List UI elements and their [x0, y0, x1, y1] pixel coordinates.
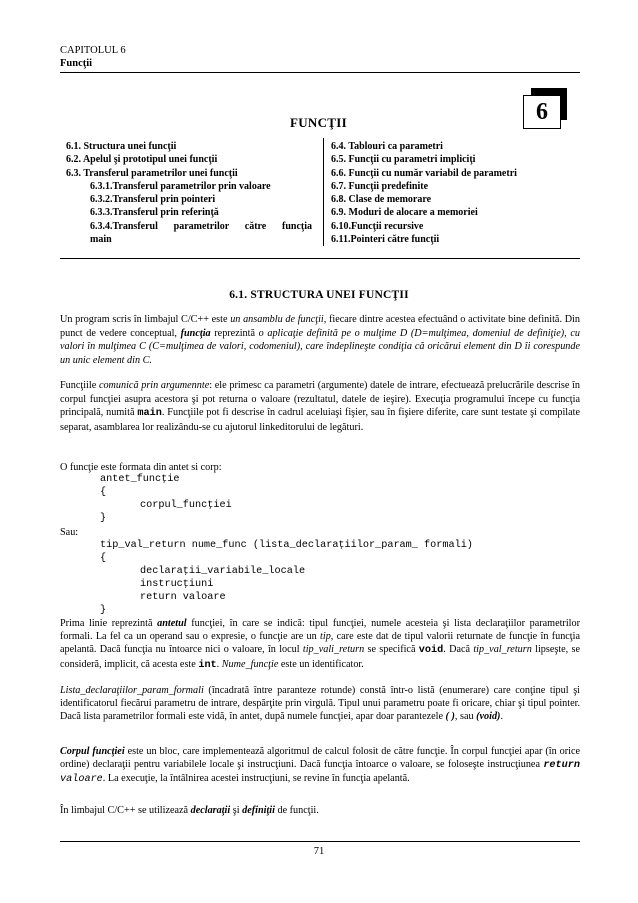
paragraph — [60, 684, 580, 724]
code-line: } — [100, 605, 107, 616]
toc-item: 6.6. Funcţii cu număr variabil de parametri — [331, 167, 517, 179]
toc-item: 6.5. Funcţii cu parametri impliciţi — [331, 154, 476, 166]
toc-item: 6.3.3.Transferul prin referinţă — [90, 207, 219, 219]
code-void: void — [418, 645, 444, 657]
paragraph — [60, 379, 580, 434]
text: În limbajul C/C++ se utilizează — [60, 805, 191, 816]
text: se specifică — [364, 644, 419, 656]
code-valoare: valoare — [60, 774, 103, 786]
code-line: return valoare — [140, 592, 226, 603]
code-line: corpul_funcţiei — [140, 500, 232, 511]
section-title: 6.1. STRUCTURA UNEI FUNCŢII — [229, 289, 409, 301]
text: (încadrată între paranteze rotunde) constă într-o listă (enumerare) care conţine tipul şi identificatorul fiecărui parametru de intrare, despărţite prin virgulă. Tipul unui parametru poate fi oricare, chiar şi tipul pointer. Dacă lista parametrilor formali este vidă, în antet, după numele funcţiei, apar doar parantezele — [60, 685, 580, 723]
toc-item: 6.11.Pointeri către funcţii — [331, 234, 440, 246]
text: . La execuţie, la întâlnirea acestei instrucţiuni, se revine în funcţia apelantă. — [102, 773, 410, 785]
toc-item: 6.9. Moduri de alocare a memoriei — [331, 207, 478, 219]
toc-left-column — [66, 140, 312, 246]
toc-item: 6.2. Apelul şi prototipul unei funcţii — [66, 154, 218, 166]
header-rule — [60, 72, 580, 73]
running-header — [60, 44, 126, 70]
text: lipseşte, se consideră, implicit, că acesta este — [60, 644, 581, 670]
toc-item: 6.3.1.Transferul parametrilor prin valoare — [90, 180, 271, 192]
text: este un identificator. — [278, 658, 364, 670]
paragraph — [60, 804, 580, 818]
toc-rule — [60, 258, 580, 259]
text: şi — [230, 805, 243, 816]
text-italic: tip — [320, 631, 331, 643]
text: . Funcţiile pot fi descrise în cadrul aceluiaşi fişier, sau în fişiere diferite, care sunt testate şi compilate separat, asamblarea lor realizându-se cu ajutorul linkeditorului de legături. — [60, 407, 580, 433]
code-line: { — [100, 487, 107, 498]
text-italic: comunică prin argumennte — [98, 380, 210, 391]
text-italic: un ansamblu de funcţii — [230, 314, 324, 325]
text-bold-italic: declaraţii — [190, 805, 231, 816]
toc-right-column — [331, 140, 579, 246]
text-italic: Lista_declaraţiilor_param_formali — [60, 685, 204, 696]
code-line: { — [100, 553, 107, 564]
code-main: main — [137, 408, 162, 420]
text: reprezintă — [210, 327, 259, 339]
toc-item: 6.3. Transferul parametrilor unei funcţii — [66, 167, 238, 179]
text-bold-italic: ( ) — [445, 711, 455, 723]
chapter-number-badge: 6 — [523, 95, 561, 129]
term-corpul-functiei: Corpul funcţiei — [60, 746, 125, 757]
sau-label: Sau: — [60, 527, 79, 538]
paragraph — [60, 313, 580, 367]
toc-item: 6.10.Funcţii recursive — [331, 220, 424, 232]
text: . — [500, 711, 503, 723]
text: . — [216, 658, 222, 670]
text: este un bloc, care implementează algoritmul de calcul folosit de către funcţie. În corpul funcţiei apar (în orice ordine) declaraţii pentru variabilele locale şi instrucţiuni. Dacă funcţia întoarce o valoare, se foloseşte instrucţiunea — [60, 746, 580, 771]
chapter-title: FUNCŢII — [290, 115, 347, 130]
toc-item: 6.4. Tablouri ca parametri — [331, 141, 443, 152]
footer-rule — [60, 841, 580, 842]
code-line: declaraţii_variabile_locale — [140, 566, 306, 577]
chapter-label: CAPITOLUL 6 — [60, 45, 126, 56]
code-line: instrucţiuni — [140, 579, 214, 590]
code-line: antet_funcţie — [100, 474, 180, 485]
text-italic: o aplicaţie definită pe o mulţime D (D=mulţimea, domeniul de definiţie), cu valori în mulţimea C (C=mulţimea de valori, codomeniul), care îndeplineşte condiţia că oricărui element din D îi corespunde un unic element din C. — [60, 327, 580, 366]
paragraph — [60, 617, 580, 672]
term-antetul: antetul — [157, 618, 187, 629]
text: O funcţie este formata din antet si corp: — [60, 462, 222, 473]
paragraph — [60, 461, 580, 475]
toc-item: 6.3.4.Transferul parametrilor către funcţia — [90, 220, 312, 232]
text: Prima linie reprezintă — [60, 618, 158, 629]
toc-divider — [323, 138, 324, 246]
toc-item: 6.8. Clase de memorare — [331, 194, 432, 206]
text: . Dacă — [443, 644, 474, 656]
text-bold-italic: definiţii — [242, 805, 275, 816]
code-line: tip_val_return nume_func (lista_declaraţiilor_param_ formali) — [100, 540, 473, 551]
text: , fiecare dintre acestea efectuând o activitate bine definită. Din punct de vedere conceptual, — [60, 314, 580, 339]
code-int: int — [198, 659, 217, 671]
chapter-subtitle: Funcţii — [60, 58, 93, 69]
text: : ele primesc ca parametri (argumente) datele de intrare, efectuează prelucrările descrise în corpul funcţiei asupra acestora şi pot returna o valoare (rezultatul, datele de ieşire). Execuţia programului începe cu funcţia principală, numită — [60, 380, 581, 419]
text: funcţiei, în care se indică: tipul funcţiei, numele acesteia şi lista declaraţiilor parametrilor formali. La fel ca un operand sau o expresie, o funcţie are un — [60, 618, 580, 643]
text: Un program scris în limbajul C/C++ este — [60, 314, 231, 325]
page-number: 71 — [313, 846, 325, 857]
text: , sau — [454, 711, 477, 723]
text: Funcţiile — [60, 380, 99, 391]
text-italic: tip_val_return — [473, 644, 532, 656]
code-return: return — [543, 760, 580, 772]
paragraph — [60, 745, 580, 787]
toc-item: main — [90, 234, 112, 246]
toc-item: 6.7. Funcţii predefinite — [331, 180, 429, 192]
text: , care este dat de tipul valorii returnate de funcţie în funcţia apelantă. Dacă funcţia nu întoarce nici o valoare, în locul — [60, 631, 580, 656]
text-italic: tip_vali_return — [302, 644, 365, 656]
term-functia: funcţia — [180, 327, 211, 339]
toc-item: 6.1. Structura unei funcţii — [66, 141, 177, 152]
text-bold-italic: (void) — [476, 711, 501, 723]
text: de funcţii. — [274, 805, 319, 816]
toc-item: 6.3.2.Transferul prin pointeri — [90, 194, 216, 206]
code-line: } — [100, 513, 107, 524]
text-italic: Nume_funcţie — [221, 658, 279, 670]
